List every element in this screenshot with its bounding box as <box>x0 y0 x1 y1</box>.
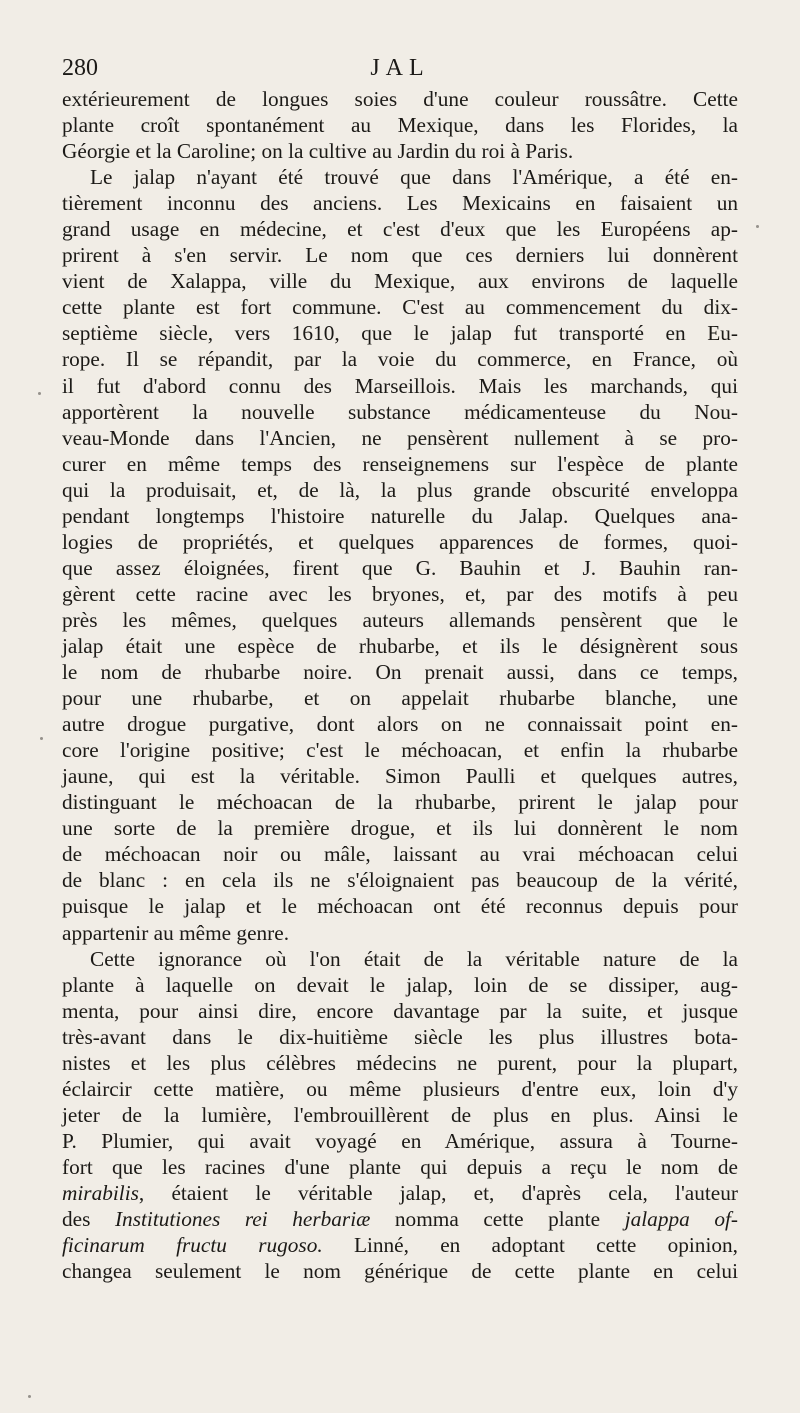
text-run: que assez éloignées, firent que G. Bauhin et J. Bauhin ran- <box>62 555 738 580</box>
text-run: pour une rhubarbe, et on appelait rhubarbe blanche, une <box>62 686 738 711</box>
text-line <box>62 529 738 555</box>
text-run: , étaient le véritable jalap, et, d'après cela, l'auteur <box>138 1180 738 1205</box>
text-line <box>62 190 738 216</box>
text-line <box>62 242 738 268</box>
text-line <box>62 1024 738 1050</box>
text-line <box>62 373 738 399</box>
text-run: cette plante est fort commune. C'est au commencement du dix- <box>62 295 738 320</box>
text-line <box>62 1154 738 1180</box>
text-run: plante croît spontanément au Mexique, dans les Florides, la <box>62 113 738 138</box>
text-run: plante à laquelle on devait le jalap, loin de se dissiper, aug- <box>62 972 738 997</box>
text-run: curer en même temps des renseignemens sur l'espèce de plante <box>62 451 738 476</box>
running-head <box>62 52 738 84</box>
text-line <box>62 503 738 529</box>
text-line <box>62 1050 738 1076</box>
text-line <box>62 320 738 346</box>
text-line <box>62 607 738 633</box>
text-run: veau-Monde dans l'Ancien, ne pensèrent nullement à se pro- <box>62 425 738 450</box>
text-line <box>62 164 738 190</box>
text-line <box>62 737 738 763</box>
text-run: prirent à s'en servir. Le nom que ces derniers lui donnèrent <box>62 243 738 268</box>
text-line <box>62 216 738 242</box>
text-run: il fut d'abord connu des Marseillois. Mais les marchands, qui <box>62 373 738 398</box>
text-line <box>62 451 738 477</box>
text-line <box>62 1232 738 1258</box>
text-line <box>62 789 738 815</box>
text-run: de méchoacan noir ou mâle, laissant au vrai méchoacan celui <box>62 842 738 867</box>
text-line <box>62 425 738 451</box>
text-line <box>62 867 738 893</box>
text-run: septième siècle, vers 1610, que le jalap fut transporté en Eu- <box>62 321 738 346</box>
text-line <box>62 399 738 425</box>
text-run: fort que les racines d'une plante qui depuis a reçu le nom de <box>62 1154 738 1179</box>
italic-text: ficinarum fructu rugoso. <box>62 1233 323 1258</box>
running-title: JAL <box>370 55 430 81</box>
paper-speck <box>40 737 43 740</box>
text-line <box>62 1180 738 1206</box>
text-run: puisque le jalap et le méchoacan ont été reconnus depuis pour <box>62 894 738 919</box>
text-run: grand usage en médecine, et c'est d'eux que les Européens ap- <box>62 217 738 242</box>
text-line <box>62 763 738 789</box>
text-line <box>62 86 738 112</box>
text-line <box>62 1206 738 1232</box>
paper-speck <box>38 392 41 395</box>
text-run: nomma cette plante <box>370 1207 625 1232</box>
text-run: le nom de rhubarbe noire. On prenait aussi, dans ce temps, <box>62 660 738 685</box>
text-line <box>62 555 738 581</box>
text-run: Le jalap n'ayant été trouvé que dans l'Amérique, a été en- <box>90 165 738 190</box>
text-line <box>62 581 738 607</box>
text-run: appartenir au même genre. <box>62 920 290 945</box>
text-run: Linné, en adoptant cette opinion, <box>322 1233 738 1258</box>
text-run: près les mêmes, quelques auteurs allemands pensèrent que le <box>62 607 738 632</box>
text-run: Cette ignorance où l'on était de la véritable nature de la <box>90 946 738 971</box>
text-run: P. Plumier, qui avait voyagé en Amérique, assura à Tourne- <box>62 1128 738 1153</box>
text-line <box>62 920 738 946</box>
text-line <box>62 633 738 659</box>
text-run: jalap était une espèce de rhubarbe, et ils le désignèrent sous <box>62 633 738 658</box>
text-run: menta, pour ainsi dire, encore davantage par la suite, et jusque <box>62 998 738 1023</box>
text-run: apportèrent la nouvelle substance médicamenteuse du Nou- <box>62 399 738 424</box>
text-run: une sorte de la première drogue, et ils lui donnèrent le nom <box>62 816 738 841</box>
text-run: nistes et les plus célèbres médecins ne purent, pour la plupart, <box>62 1050 738 1075</box>
text-line <box>62 1102 738 1128</box>
text-line <box>62 893 738 919</box>
text-run: de blanc : en cela ils ne s'éloignaient pas beaucoup de la vérité, <box>62 868 738 893</box>
text-line <box>62 711 738 737</box>
text-run: très-avant dans le dix-huitième siècle les plus illustres bota- <box>62 1024 738 1049</box>
text-line <box>62 659 738 685</box>
paper-speck <box>756 225 759 228</box>
text-line <box>62 138 738 164</box>
text-line <box>62 477 738 503</box>
text-run: éclaircir cette matière, ou même plusieurs d'entre eux, loin d'y <box>62 1076 738 1101</box>
italic-text: jalappa of- <box>624 1207 738 1232</box>
text-line <box>62 972 738 998</box>
paper-speck <box>28 1395 31 1398</box>
text-run: Géorgie et la Caroline; on la cultive au Jardin du roi à Paris. <box>62 139 574 164</box>
text-run: distinguant le méchoacan de la rhubarbe, prirent le jalap pour <box>62 790 738 815</box>
page-number: 280 <box>62 55 98 81</box>
text-run: core l'origine positive; c'est le méchoacan, et enfin la rhubarbe <box>62 738 738 763</box>
body-text <box>62 86 738 1284</box>
text-run: gèrent cette racine avec les bryones, et, par des motifs à peu <box>62 581 738 606</box>
text-run: autre drogue purgative, dont alors on ne connaissait point en- <box>62 712 738 737</box>
text-run: changea seulement le nom générique de cette plante en celui <box>62 1259 738 1284</box>
text-line <box>62 346 738 372</box>
text-run: vient de Xalappa, ville du Mexique, aux environs de laquelle <box>62 269 738 294</box>
text-line <box>62 112 738 138</box>
italic-text: Institutiones rei herbariæ <box>114 1207 371 1232</box>
text-run: logies de propriétés, et quelques apparences de formes, quoi- <box>62 529 738 554</box>
text-line <box>62 1128 738 1154</box>
text-line <box>62 841 738 867</box>
text-line <box>62 294 738 320</box>
text-run: tièrement inconnu des anciens. Les Mexicains en faisaient un <box>62 191 738 216</box>
text-line <box>62 685 738 711</box>
text-run: jaune, qui est la véritable. Simon Paulli et quelques autres, <box>62 764 738 789</box>
text-line <box>62 1258 738 1284</box>
text-run: des <box>62 1207 115 1232</box>
text-line <box>62 998 738 1024</box>
text-run: qui la produisait, et, de là, la plus grande obscurité enveloppa <box>62 477 738 502</box>
italic-text: mirabilis <box>62 1180 139 1205</box>
text-run: extérieurement de longues soies d'une couleur roussâtre. Cette <box>62 87 738 111</box>
text-run: jeter de la lumière, l'embrouillèrent de plus en plus. Ainsi le <box>62 1102 738 1127</box>
text-line <box>62 1076 738 1102</box>
text-line <box>62 815 738 841</box>
text-line <box>62 268 738 294</box>
text-run: pendant longtemps l'histoire naturelle du Jalap. Quelques ana- <box>62 503 738 528</box>
text-run: rope. Il se répandit, par la voie du commerce, en France, où <box>62 347 738 372</box>
text-line <box>62 946 738 972</box>
